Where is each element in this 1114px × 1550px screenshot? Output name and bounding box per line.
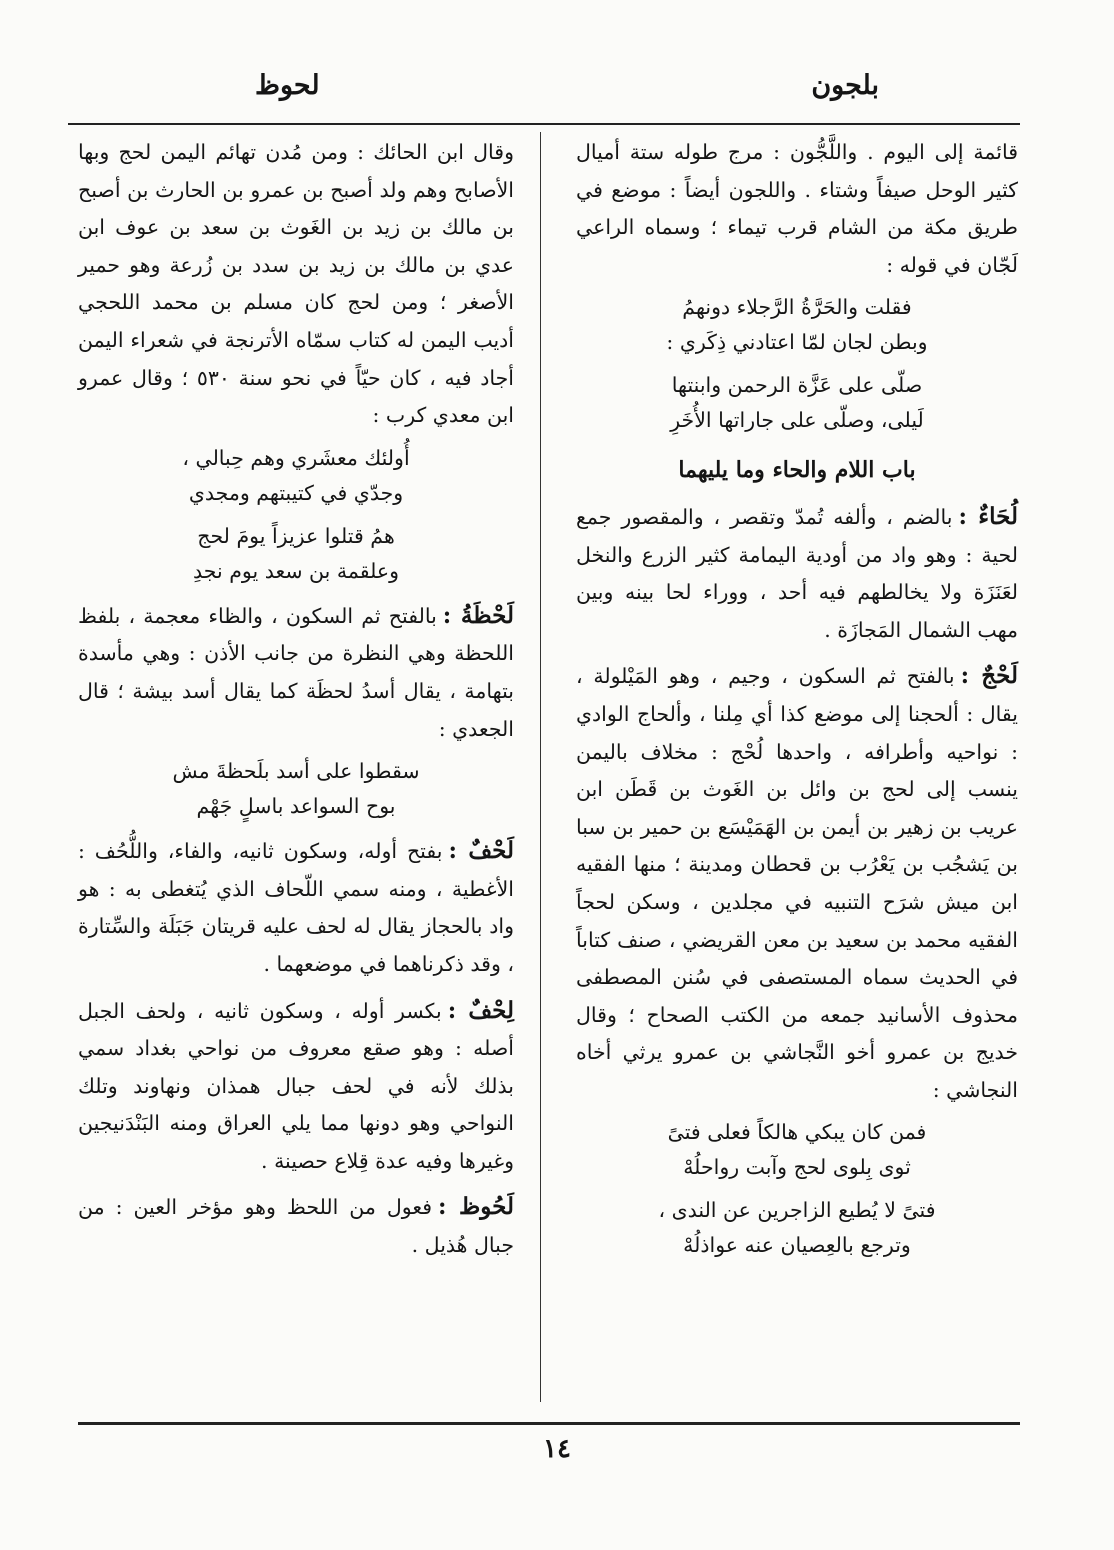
verse bbox=[576, 1193, 1018, 1263]
verse-line: وجدّي في كتيبتهم ومجدي bbox=[188, 480, 404, 505]
running-header-right: بلجون bbox=[811, 70, 879, 101]
verse-line: وبطن لجان لمّا اعتادني ذِكَري : bbox=[666, 330, 928, 355]
verse-line: همُ قتلوا عزيزاً يومَ لحج bbox=[197, 523, 395, 548]
entry-headword: لَحْظَةُ : bbox=[442, 601, 514, 629]
verse-line: صلّى على عَزَّة الرحمن وابنتها bbox=[671, 373, 923, 398]
dictionary-entry bbox=[576, 657, 1018, 1109]
entry-text: بكسر أوله ، وسكون ثانيه ، ولحف الجبل أصله : وهو صقع معروف من نواحي بغداد سمي بذلك لأنه في لحف جبال همذان ونهاوند وتلك النواحي وهو دونها مما يلي العراق ومنه البَنْدَنيجين وغيرها وفيه عدة قِلاع حصينة . bbox=[78, 998, 514, 1173]
footer-rule bbox=[78, 1422, 1020, 1425]
dictionary-entry bbox=[78, 597, 514, 748]
entry-headword: لَحُوظ : bbox=[438, 1193, 515, 1221]
right-column bbox=[576, 134, 1018, 1271]
verse-line: وعلقمة بن سعد يوم نجدِ bbox=[192, 558, 400, 583]
dictionary-entry bbox=[78, 1188, 514, 1264]
entry-text: بالفتح ثم السكون ، وجيم ، وهو المَيْلولة ، يقال : ألحجنا إلى موضع كذا أي مِلنا ، وألحاج الوادي : نواحيه وأطرافه ، واحدها لُحْج : مخلاف باليمن ينسب إلى لحج بن وائل بن الغَوث بن قَطَن ابن عريب بن زهير بن أيمن بن الهَمَيْسَع بن حمير بن سبا بن يَشجُب بن يَعْرُب بن قحطان ومدينة ؛ منها الفقيه ابن ميش شرَح التنبيه في مجلدين ، وسكن لحجاً الفقيه محمد بن سعيد بن معن القريضي ، صنف كتاباً في الحديث سماه المستصفى في سُنن المصطفى محذوف الأسانيد جمعه من الكتب الصحاح ؛ وقال خديج بن عمرو أخو النَّجاشي بن عمرو يرثي أخاه النجاشي : bbox=[576, 664, 1018, 1102]
verse bbox=[576, 1115, 1018, 1185]
verse bbox=[78, 519, 514, 589]
dictionary-entry bbox=[576, 498, 1018, 649]
verse-line: وترجع بالعِصيان عنه عواذلُهْ bbox=[683, 1233, 911, 1258]
entry-headword: لُحَاءٌ : bbox=[958, 502, 1018, 530]
entry-text: بالضم ، وألفه تُمدّ وتقصر ، والمقصور جمع لحية : وهو واد من أودية اليمامة كثير الزرع والنخل لعَنَزَة ولا يخالطهم فيه أحد ، ووراء لحا بينه وبين مهب الشمال المَجازَة . bbox=[576, 504, 1018, 642]
verse-line: فمن كان يبكي هالكاً فعلى فتىً bbox=[667, 1120, 927, 1145]
section-title: باب اللام والحاء وما يليهما bbox=[678, 457, 916, 484]
verse-line: بوح السواعد باسلٍ جَهْم bbox=[196, 794, 396, 819]
verse-line: فتىً لا يُطيع الزاجرين عن الندى ، bbox=[658, 1198, 936, 1223]
verse bbox=[576, 290, 1018, 360]
verse bbox=[78, 754, 514, 824]
running-header-left: لحوظ bbox=[255, 70, 320, 101]
header-rule bbox=[68, 123, 1020, 125]
entry-text: فعول من اللحظ وهو مؤخر العين : من جبال هُذيل . bbox=[78, 1195, 514, 1258]
verse-line: لَيلى، وصلّى على جاراتها الأُخَرِ bbox=[670, 408, 924, 433]
dictionary-entry bbox=[78, 832, 514, 983]
entry-headword: لِحْفٌ : bbox=[447, 996, 514, 1024]
paragraph: قائمة إلى اليوم . واللَّجُّون : مرج طوله ستة أميال كثير الوحل صيفاً وشتاء . واللجون أيضاً : موضع في طريق مكة من الشام قرب تيماء ؛ وسماه الراعي لَجّان في قوله : bbox=[576, 140, 1018, 277]
dictionary-entry bbox=[78, 992, 514, 1181]
paragraph: وقال ابن الحائك : ومن مُدن تهائم اليمن لحج وبها الأصابح وهم ولد أصبح بن عمرو بن الحارث بن أصبح بن مالك بن زيد بن الغَوث بن سعد بن عوف ابن عدي بن مالك بن زيد بن سدد بن زُرعة وهو حمير الأصغر ؛ ومن لحج كان مسلم بن محمد اللحجي أديب اليمن له كتاب سمّاه الأترنجة في شعراء اليمن أجاد فيه ، كان حيّاً في نحو سنة ٥٣٠ ؛ وقال عمرو ابن معدي كرب : bbox=[78, 140, 514, 428]
entry-headword: لَحْفٌ : bbox=[448, 837, 514, 865]
verse bbox=[78, 441, 514, 511]
column-separator bbox=[540, 132, 541, 1402]
verse-line: فقلت والحَرَّةُ الرَّجلاء دونهمُ bbox=[682, 295, 912, 320]
verse-line: سقطوا على أسد بلَحظةَ مش bbox=[172, 759, 420, 784]
entry-text: بالفتح ثم السكون ، والظاء معجمة ، بلفظ اللحظة وهي النظرة من جانب الأذن : وهي مأسدة بتهامة ، يقال أسدُ لحظَة كما يقال أسد بيشة ؛ قال الجعدي : bbox=[78, 603, 514, 741]
verse-line: ثوى بِلوى لحج وآبت رواحلُهْ bbox=[683, 1155, 911, 1180]
entry-text: بفتح أوله، وسكون ثانيه، والفاء، واللُّحُف : الأغطية ، ومنه سمي اللّحاف الذي يُتغطى به : هو واد بالحجاز يقال له لحف عليه قريتان جَبَلَة والسِّتارة ، وقد ذكرناهما في موضعهما . bbox=[78, 839, 514, 976]
left-column bbox=[78, 134, 514, 1265]
page-number: ١٤ bbox=[543, 1434, 571, 1464]
entry-headword: لَحْجٌ : bbox=[960, 662, 1018, 690]
verse-line: أُولئك معشَري وهم حِبالي ، bbox=[182, 445, 410, 470]
verse bbox=[576, 368, 1018, 438]
